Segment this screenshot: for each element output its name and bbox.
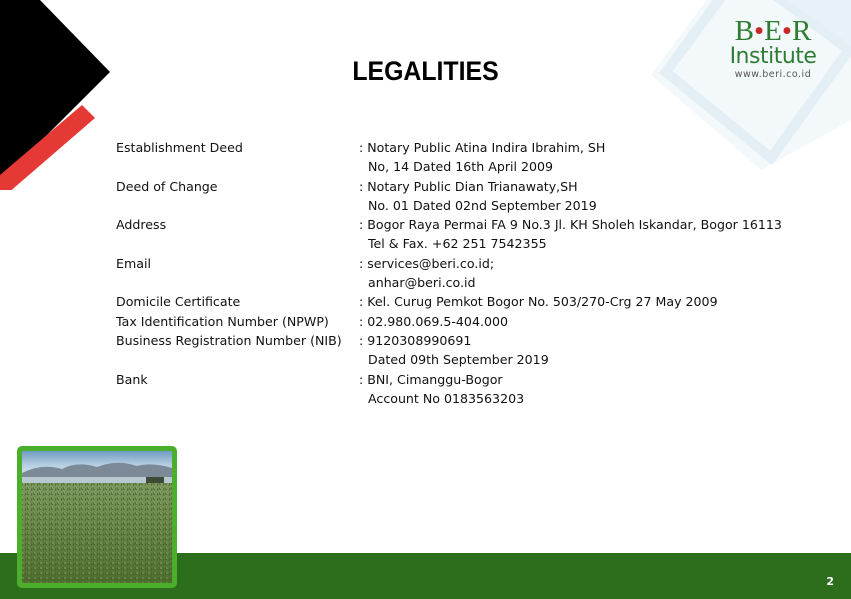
legal-value — [359, 312, 508, 331]
legal-value-line: : Bogor Raya Permai FA 9 No.3 Jl. KH Sholeh Iskandar, Bogor 16113 — [359, 217, 782, 233]
legal-value-line: Dated 09th September 2019 — [368, 352, 549, 368]
legal-value — [359, 177, 597, 216]
corner-black-shape — [0, 0, 110, 182]
legal-value-line: Account No 0183563203 — [368, 390, 525, 406]
legal-label: Business Registration Number (NIB) — [116, 332, 342, 348]
legal-row-deed-of-change — [116, 177, 782, 216]
legal-value — [359, 138, 605, 177]
legal-label: Domicile Certificate — [116, 294, 241, 310]
legal-value-line: : 9120308990691 — [359, 332, 472, 348]
legal-value-line: : BNI, Cimanggu-Bogor — [359, 371, 503, 387]
logo-letter-b: B — [734, 15, 754, 47]
legal-value-line: : 02.980.069.5-404.000 — [359, 313, 508, 329]
legal-label: Tax Identification Number (NPWP) — [116, 313, 329, 329]
legal-label: Email — [116, 255, 151, 271]
legal-value-line: : Notary Public Dian Trianawaty,SH — [359, 178, 578, 194]
legal-value — [359, 215, 782, 254]
legal-label: Deed of Change — [116, 178, 218, 194]
legalities-list — [116, 138, 782, 408]
logo-letters — [718, 16, 828, 46]
logo-dot: • — [781, 15, 793, 47]
legal-value — [359, 292, 718, 311]
legal-value-line: : services@beri.co.id; — [359, 255, 495, 271]
legal-value — [359, 254, 494, 293]
page-number: 2 — [826, 575, 834, 588]
logo-url: www.beri.co.id — [734, 69, 812, 80]
logo-letter-r: R — [792, 15, 812, 47]
page-title: LEGALITIES — [352, 56, 499, 86]
legal-row-establishment-deed — [116, 138, 782, 177]
legal-value-line: anhar@beri.co.id — [368, 275, 476, 291]
legal-value-line: No. 01 Dated 02nd September 2019 — [368, 197, 597, 213]
legal-value-line: : Kel. Curug Pemkot Bogor No. 503/270-Crg 27 May 2009 — [359, 294, 718, 310]
legal-row-email — [116, 254, 782, 293]
photo-grass-texture — [22, 483, 172, 583]
legal-value — [359, 370, 524, 409]
legal-value-line: Tel & Fax. +62 251 7542355 — [368, 236, 547, 252]
legal-value — [359, 331, 549, 370]
logo-letter-e: E — [764, 15, 782, 47]
legal-label: Address — [116, 217, 167, 233]
legal-value-line: : Notary Public Atina Indira Ibrahim, SH — [359, 140, 606, 155]
legal-value-line: No, 14 Dated 16th April 2009 — [368, 159, 554, 175]
legal-row-tax-id — [116, 312, 782, 331]
legal-row-bank — [116, 370, 782, 409]
landscape-photo — [17, 446, 177, 588]
legal-label: Bank — [116, 371, 148, 387]
logo-subtitle: Institute — [729, 44, 817, 69]
legal-row-business-registration — [116, 331, 782, 370]
logo-dot: • — [753, 15, 765, 47]
legal-row-domicile-certificate — [116, 292, 782, 311]
legal-label: Establishment Deed — [116, 140, 243, 155]
corner-decoration — [0, 0, 115, 190]
legal-row-address — [116, 215, 782, 254]
